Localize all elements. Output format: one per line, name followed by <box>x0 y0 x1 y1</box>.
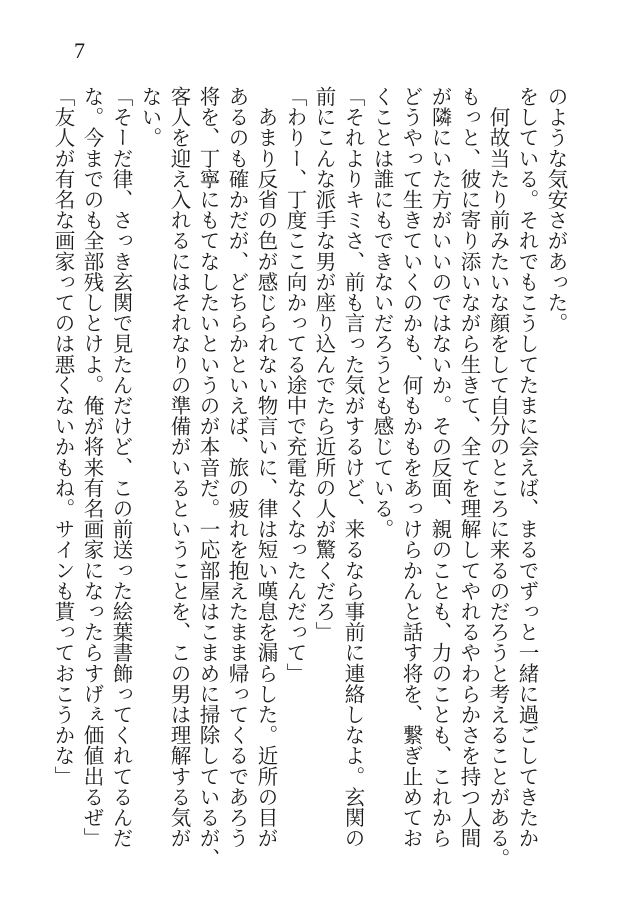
text-line-14: 客人を迎え入れるにはそれなりの準備がいるということを、この男は理解する気が <box>167 86 191 849</box>
text-line-18: 「友人が有名な画家ってのは悪くないかもね。サインも貰っておこうかな」 <box>51 86 75 787</box>
text-line-16: 「そーだ律、さっき玄関で見たんだけど、この前送った絵葉書飾ってくれてるんだ <box>109 86 133 849</box>
page-number: 7 <box>74 38 85 63</box>
text-line-9: 前にこんな派手な男が座り込んでたら近所の人が驚くだろ」 <box>312 86 336 643</box>
text-line-1: のような気安さがあった。 <box>544 86 568 334</box>
text-line-2: をしている。それでもこうしてたまに会えば、まるでずっと一緒に過ごしてきたか <box>515 86 539 849</box>
text-line-17: な。今までのも全部残しとけよ。俺が将来有名画家になったらすげぇ価値出るぜ」 <box>80 86 104 849</box>
text-line-6: どうやって生きていくのかも、何もかもをあっけらかんと話す将を、繋ぎ止めてお <box>399 86 423 849</box>
text-line-4: もっと、彼に寄り添いながら生きて、全てを理解してやれるやわらかさを持つ人間 <box>457 86 481 849</box>
text-line-11: あまり反省の色が感じられない物言いに、律は短い嘆息を漏らした。近所の目が <box>254 86 278 849</box>
text-line-13: 将を、丁寧にもてなしたいというのが本音だ。一応部屋はこまめに掃除しているが、 <box>196 86 220 869</box>
text-line-5: が隣にいた方がいいのではないか。その反面、親のことも、力のことも、これから <box>428 86 452 849</box>
text-line-3: 何故当たり前みたいな顔をして自分のところに来るのだろうと考えることがある。 <box>486 86 510 869</box>
text-line-12: あるのも確かだが、どちらかといえば、旅の疲れを抱えたまま帰ってくるであろう <box>225 86 249 849</box>
text-line-8: 「それよりキミさ、前も言った気がするけど、来るなら事前に連絡しなよ。玄関の <box>341 86 365 849</box>
text-body <box>0 86 638 886</box>
text-line-15: ない。 <box>138 86 162 148</box>
text-line-7: くことは誰にもできないだろうとも感じている。 <box>370 86 394 540</box>
text-line-10: 「わりー、丁度ここ向かってる途中で充電なくなったんだって」 <box>283 86 307 684</box>
